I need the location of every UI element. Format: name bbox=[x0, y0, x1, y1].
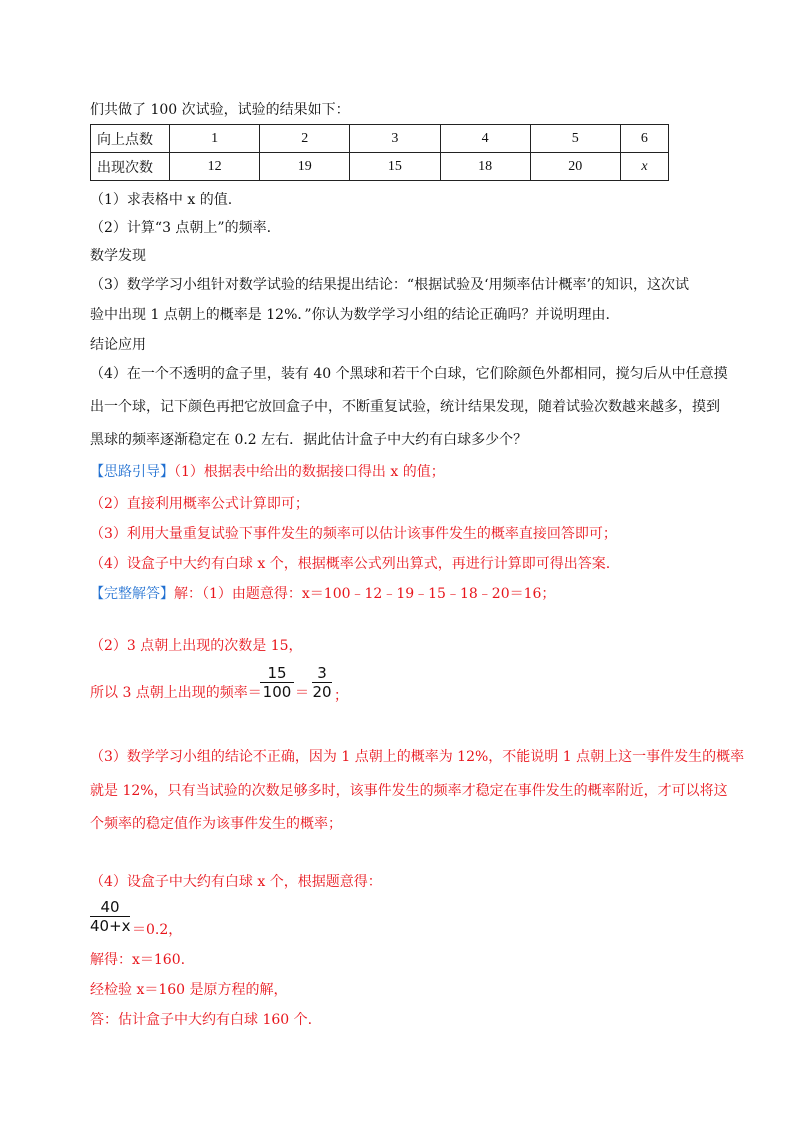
intro-text: 们共做了 100 次试验，试验的结果如下： bbox=[90, 102, 350, 118]
answer-2-line: （2）3 点朝上出现的次数是 15， bbox=[90, 638, 303, 654]
table-cell: 5 bbox=[530, 125, 620, 153]
question-2: （2）计算“3 点朝上”的频率. bbox=[90, 220, 272, 236]
answer-4-final: 答：估计盒子中大约有白球 160 个. bbox=[90, 1012, 313, 1028]
answer-4-check: 经检验 x＝160 是原方程的解， bbox=[90, 982, 288, 998]
answer-2-frequency-label: 所以 3 点朝上出现的频率＝ bbox=[90, 685, 262, 701]
table-cell: 4 bbox=[440, 125, 530, 153]
question-3-line: 验中出现 1 点朝上的概率是 12%．”你认为数学学习小组的结论正确吗？并说明理由. bbox=[90, 307, 610, 323]
fraction-15-over-100 bbox=[260, 664, 294, 701]
answer-3-line: 个频率的稳定值作为该事件发生的概率； bbox=[90, 816, 342, 832]
fraction-3-over-20 bbox=[312, 664, 332, 701]
question-3-line: （3）数学学习小组针对数学试验的结果提出结论：“根据试验及‘用频率估计概率’的知识，这次试 bbox=[90, 277, 689, 293]
table-row bbox=[91, 125, 669, 153]
section-heading-discover: 数学发现 bbox=[90, 248, 146, 264]
fraction-numerator: 3 bbox=[317, 664, 327, 682]
section-heading-apply: 结论应用 bbox=[90, 337, 146, 353]
hint-line-3: （3）利用大量重复试验下事件发生的频率可以估计该事件发生的概率直接回答即可； bbox=[90, 526, 617, 542]
fraction-40-over-40-plus-x bbox=[90, 898, 130, 935]
hint-tag: 【思路引导】 bbox=[90, 464, 174, 480]
fraction-numerator: 15 bbox=[267, 664, 287, 682]
table-cell: 19 bbox=[260, 153, 350, 181]
table-cell: x bbox=[620, 153, 668, 181]
answer-tag: 【完整解答】 bbox=[90, 586, 174, 602]
equals-sign: ＝ bbox=[295, 685, 309, 701]
table-cell: 向上点数 bbox=[91, 125, 170, 153]
fraction-denominator: 20 bbox=[312, 683, 332, 701]
question-4-line: 出一个球，记下颜色再把它放回盒子中，不断重复试验，统计结果发现，随着试验次数越来越多，摸到 bbox=[90, 399, 720, 415]
answer-4-line: （4）设盒子中大约有白球 x 个，根据题意得： bbox=[90, 874, 382, 890]
answer-3-line: （3）数学学习小组的结论不正确，因为 1 点朝上的概率为 12%，不能说明 1 点朝上这一事件发生的概率 bbox=[90, 749, 745, 765]
table-cell: 6 bbox=[620, 125, 668, 153]
table-cell: 出现次数 bbox=[91, 153, 170, 181]
results-table bbox=[90, 124, 669, 181]
fraction-denominator: 100 bbox=[262, 683, 292, 701]
fraction-denominator: 40+x bbox=[90, 917, 131, 935]
table-cell: 12 bbox=[170, 153, 260, 181]
answer-3-line: 就是 12%，只有当试验的次数足够多时，该事件发生的频率才稳定在事件发生的概率附近，才可以将这 bbox=[90, 783, 728, 799]
question-4-line: 黑球的频率逐渐稳定在 0.2 左右．据此估计盒子中大约有白球多少个？ bbox=[90, 432, 528, 448]
equation-rhs: ＝0.2， bbox=[132, 922, 183, 938]
hint-text: （1）根据表中给出的数据接口得出 x 的值； bbox=[174, 464, 445, 480]
hint-line-1 bbox=[90, 462, 445, 482]
hint-line-2: （2）直接利用概率公式计算即可； bbox=[90, 496, 309, 512]
table-cell: 2 bbox=[260, 125, 350, 153]
question-1: （1）求表格中 x 的值. bbox=[90, 192, 233, 208]
table-cell: 1 bbox=[170, 125, 260, 153]
question-4-line: （4）在一个不透明的盒子里，装有 40 个黑球和若干个白球，它们除颜色外都相同，搅匀后从中任意摸 bbox=[90, 366, 728, 382]
table-cell: 15 bbox=[350, 153, 440, 181]
semicolon: ； bbox=[334, 688, 348, 704]
table-cell: 3 bbox=[350, 125, 440, 153]
answer-line-1 bbox=[90, 584, 555, 604]
table-row bbox=[91, 153, 669, 181]
fraction-numerator: 40 bbox=[100, 898, 120, 916]
table-cell: 18 bbox=[440, 153, 530, 181]
answer-text: 解：（1）由题意得：x＝100﹣12﹣19﹣15﹣18﹣20＝16； bbox=[174, 586, 556, 602]
answer-4-solve: 解得：x＝160. bbox=[90, 952, 186, 968]
hint-line-4: （4）设盒子中大约有白球 x 个，根据概率公式列出算式，再进行计算即可得出答案. bbox=[90, 556, 611, 572]
table-cell: 20 bbox=[530, 153, 620, 181]
